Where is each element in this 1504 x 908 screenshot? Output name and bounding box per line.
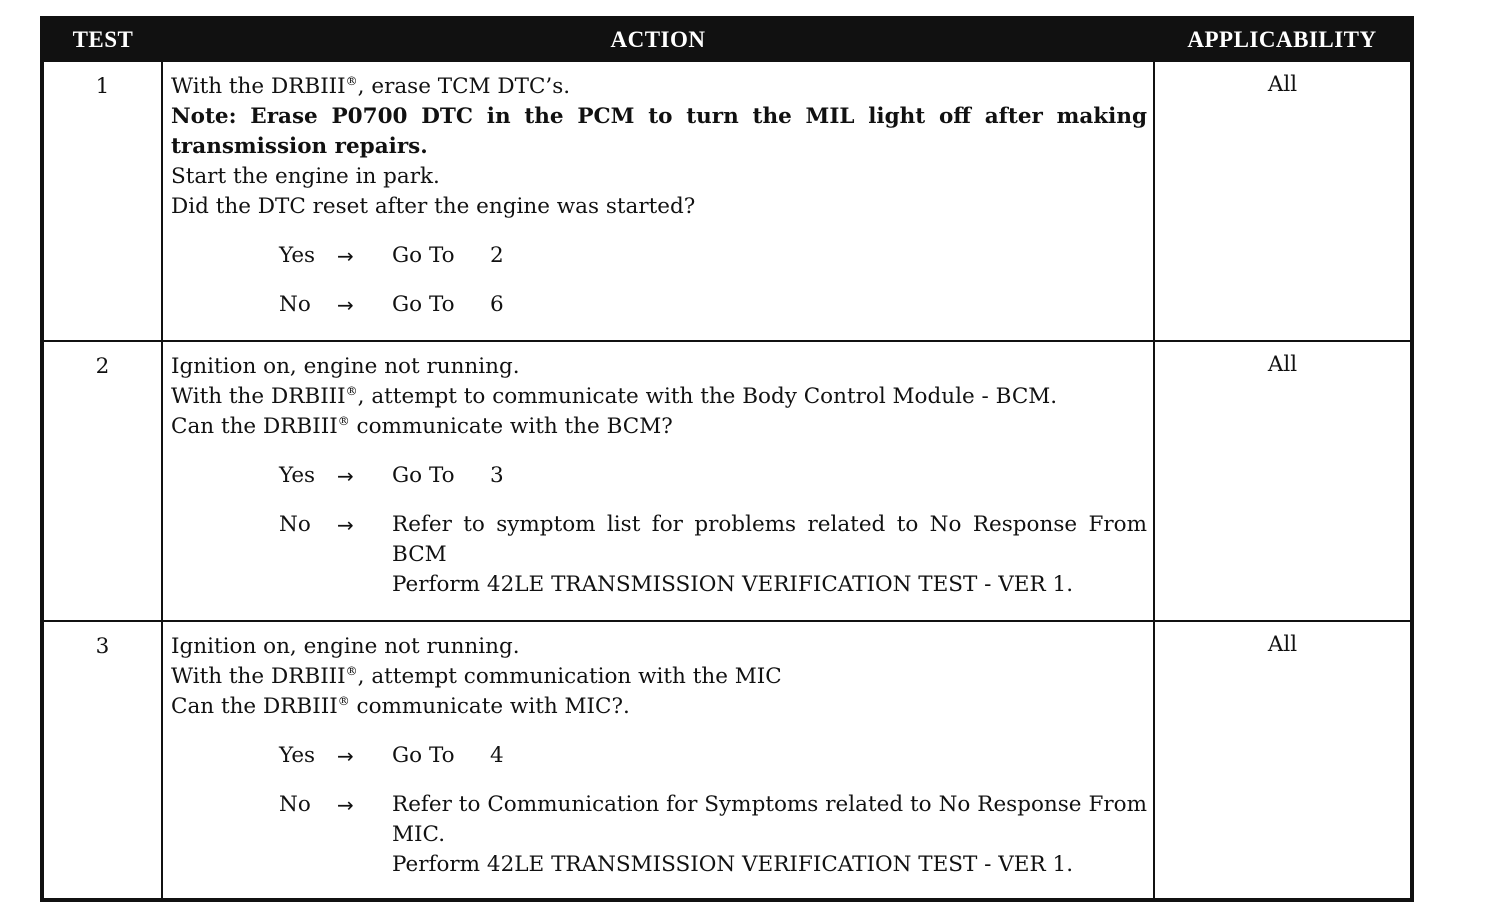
- right-arrow-icon: →: [337, 293, 354, 317]
- goto-target: 2: [490, 243, 504, 268]
- goto-label: Go To: [392, 743, 455, 768]
- table-row: [42, 621, 1412, 900]
- action-step: Ignition on, engine not running.: [171, 354, 520, 379]
- applicability-value: All: [1154, 61, 1412, 341]
- registered-mark: ®: [337, 694, 350, 708]
- table-header: [42, 18, 1412, 61]
- no-result-refer: Refer to Communication for Symptoms related to No Response From MIC.: [392, 792, 1147, 847]
- goto-target: 6: [490, 292, 504, 317]
- yes-result: [392, 241, 1147, 271]
- right-arrow-icon: →: [337, 244, 354, 268]
- action-question: Did the DTC reset after the engine was started?: [171, 194, 696, 219]
- test-number: 1: [42, 61, 162, 341]
- no-result-perform: Perform 42LE TRANSMISSION VERIFICATION TEST - VER 1.: [392, 852, 1074, 877]
- table-row: [42, 341, 1412, 621]
- action-cell: [162, 621, 1154, 900]
- no-label: No: [279, 792, 311, 817]
- action-note: Note: Erase P0700 DTC in the PCM to turn the MIL light off after making transmission repairs.: [171, 104, 1147, 159]
- no-result-refer: Refer to symptom list for problems related to No Response From BCM: [392, 512, 1147, 567]
- yes-label: Yes: [279, 743, 316, 768]
- yes-result: [392, 741, 1147, 771]
- action-step: With the DRBIII®, attempt to communicate with the Body Control Module - BCM.: [171, 384, 1058, 409]
- yes-branch: [171, 241, 1147, 271]
- action-cell: [162, 341, 1154, 621]
- action-step: With the DRBIII®, erase TCM DTC’s.: [171, 74, 571, 99]
- no-result-perform: Perform 42LE TRANSMISSION VERIFICATION TEST - VER 1.: [392, 572, 1074, 597]
- header-applicability: APPLICABILITY: [1154, 18, 1412, 61]
- registered-mark: ®: [345, 664, 358, 678]
- no-label: No: [279, 292, 311, 317]
- action-question: Can the DRBIII® communicate with the BCM?: [171, 414, 673, 439]
- test-number: 3: [42, 621, 162, 900]
- applicability-value: All: [1154, 341, 1412, 621]
- no-result: [392, 290, 1147, 320]
- action-question: Can the DRBIII® communicate with MIC?.: [171, 694, 630, 719]
- yes-branch: [171, 461, 1147, 491]
- diagnostic-test-table-container: [40, 16, 1410, 902]
- registered-mark: ®: [345, 384, 358, 398]
- no-branch: [171, 510, 1147, 600]
- diagnostic-test-table: [40, 16, 1414, 902]
- right-arrow-icon: →: [337, 793, 354, 817]
- action-step: Ignition on, engine not running.: [171, 634, 520, 659]
- goto-label: Go To: [392, 243, 455, 268]
- right-arrow-icon: →: [337, 464, 354, 488]
- yes-label: Yes: [279, 243, 316, 268]
- no-result: [392, 790, 1147, 880]
- no-branch: [171, 790, 1147, 880]
- table-row: [42, 61, 1412, 341]
- right-arrow-icon: →: [337, 744, 354, 768]
- header-row: [42, 18, 1412, 61]
- header-action: ACTION: [162, 18, 1154, 61]
- test-number: 2: [42, 341, 162, 621]
- no-branch: [171, 290, 1147, 320]
- no-label: No: [279, 512, 311, 537]
- action-step: Start the engine in park.: [171, 164, 440, 189]
- yes-result: [392, 461, 1147, 491]
- goto-label: Go To: [392, 463, 455, 488]
- action-step: With the DRBIII®, attempt communication with the MIC: [171, 664, 782, 689]
- goto-target: 4: [490, 743, 504, 768]
- action-cell: [162, 61, 1154, 341]
- table-body: [42, 61, 1412, 900]
- applicability-value: All: [1154, 621, 1412, 900]
- yes-label: Yes: [279, 463, 316, 488]
- no-result: [392, 510, 1147, 600]
- right-arrow-icon: →: [337, 513, 354, 537]
- goto-label: Go To: [392, 292, 455, 317]
- registered-mark: ®: [345, 74, 358, 88]
- yes-branch: [171, 741, 1147, 771]
- goto-target: 3: [490, 463, 504, 488]
- header-test: TEST: [42, 18, 162, 61]
- registered-mark: ®: [337, 414, 350, 428]
